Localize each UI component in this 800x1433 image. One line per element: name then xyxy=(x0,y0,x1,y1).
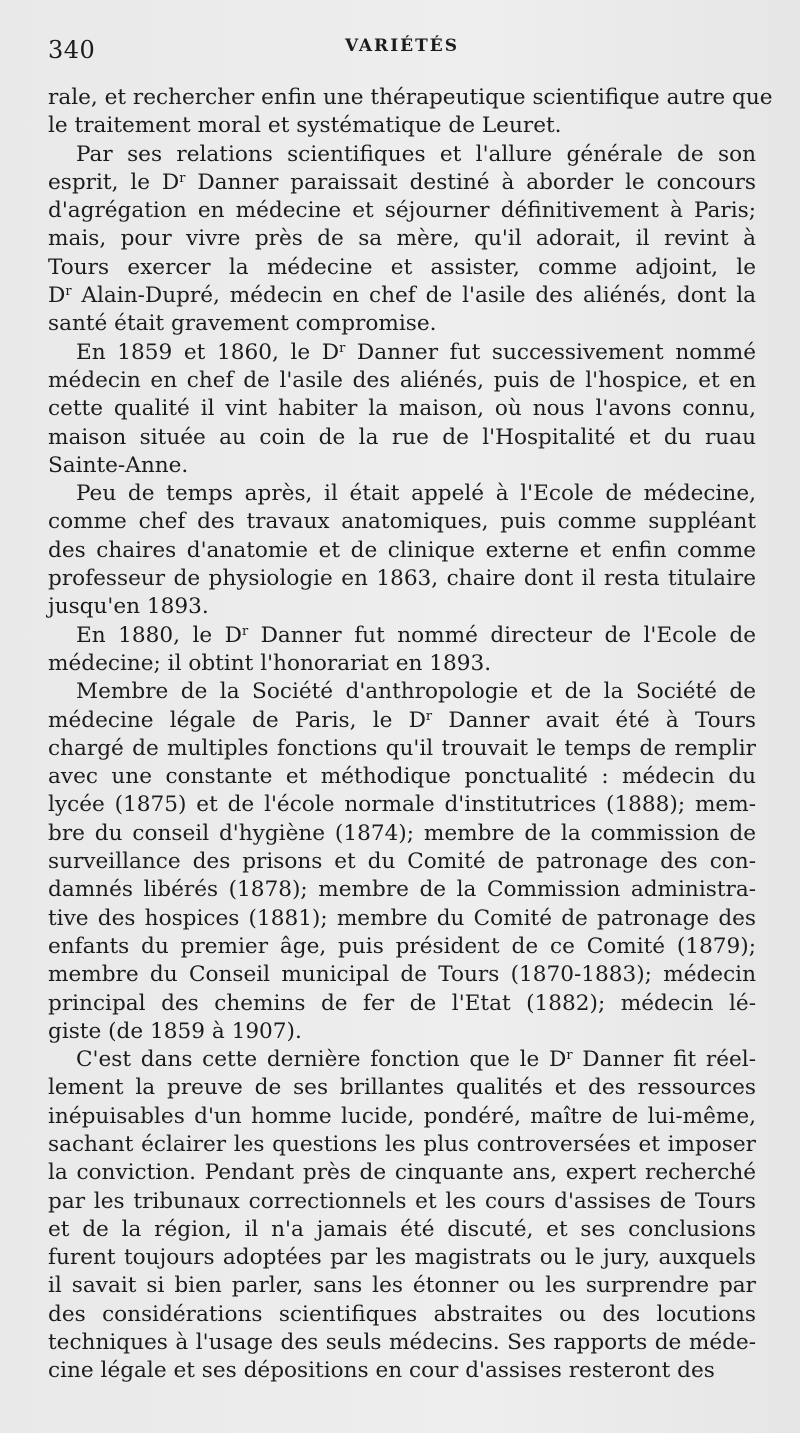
text-line: lement la preuve de ses brillantes qualités et des ressources xyxy=(48,1075,756,1101)
text-line: la conviction. Pendant près de cinquante ans, expert recherché xyxy=(48,1160,756,1186)
text-line: membre du Conseil municipal de Tours (1870-1883); médecin xyxy=(48,962,756,988)
body-text xyxy=(48,84,773,1386)
text-line: cette qualité il vint habiter la maison, où nous l'avons connu, xyxy=(48,396,756,422)
text-line: Par ses relations scientifiques et l'allure générale de son xyxy=(76,141,756,167)
paragraph xyxy=(48,339,756,480)
text-line: furent toujours adoptées par les magistrats ou le jury, auxquels xyxy=(48,1245,756,1271)
text-line: des chaires d'anatomie et de clinique externe et enfin comme xyxy=(48,537,756,563)
text-line: surveillance des prisons et du Comité de patronage des con- xyxy=(48,849,756,875)
text-line: cine légale et ses dépositions en cour d'assises resteront des xyxy=(48,1358,715,1384)
text-line: mais, pour vivre près de sa mère, qu'il adorait, il revint à xyxy=(48,226,756,252)
text-line: giste (de 1859 à 1907). xyxy=(48,1018,302,1044)
text-line: d'agrégation en médecine et séjourner définitivement à Paris; xyxy=(48,198,756,224)
paragraph xyxy=(48,622,756,679)
paragraph xyxy=(48,678,756,1046)
text-line: esprit, le $D^r$ Danner paraissait destiné à aborder le concours xyxy=(48,169,756,195)
text-line: principal des chemins de fer de l'Etat (1882); médecin lé- xyxy=(48,990,756,1016)
text-line: Sainte-Anne. xyxy=(48,452,189,478)
text-line: maison située au coin de la rue de l'Hospitalité et du ruau xyxy=(48,424,756,450)
page-number: 340 xyxy=(48,36,96,64)
text-line: C'est dans cette dernière fonction que le $D^r$ Danner fit réel- xyxy=(76,1047,756,1073)
paragraph xyxy=(48,141,756,339)
text-line: En 1880, le $D^r$ Danner fut nommé directeur de l'Ecole de xyxy=(76,622,756,648)
text-line: des considérations scientifiques abstraites ou des locutions xyxy=(48,1301,756,1327)
text-line: rale, et rechercher enfin une thérapeutique scientifique autre que xyxy=(48,85,773,110)
text-line: professeur de physiologie en 1863, chaire dont il resta titulaire xyxy=(48,566,756,592)
text-line: chargé de multiples fonctions qu'il trouvait le temps de remplir xyxy=(48,735,756,761)
text-line: inépuisables d'un homme lucide, pondéré, maître de lui-même, xyxy=(48,1103,756,1129)
text-line: comme chef des travaux anatomiques, puis comme suppléant xyxy=(48,509,756,535)
text-line: enfants du premier âge, puis président de ce Comité (1879); xyxy=(48,933,756,959)
page-header xyxy=(48,36,756,84)
text-line: il savait si bien parler, sans les étonner ou les surprendre par xyxy=(48,1273,756,1299)
text-line: jusqu'en 1893. xyxy=(48,594,209,620)
text-line: sachant éclairer les questions les plus controversées et imposer xyxy=(48,1131,756,1157)
text-line: médecine; il obtint l'honorariat en 1893. xyxy=(48,650,492,676)
text-line: médecine légale de Paris, le $D^r$ Danner avait été à Tours xyxy=(48,707,756,733)
text-line: $D^r$ Alain-Dupré, médecin en chef de l'asile des aliénés, dont la xyxy=(48,283,756,309)
text-line: médecin en chef de l'asile des aliénés, puis de l'hospice, et en xyxy=(48,367,756,393)
text-line: lycée (1875) et de l'école normale d'institutrices (1888); mem- xyxy=(48,792,756,818)
text-line: Tours exercer la médecine et assister, comme adjoint, le xyxy=(48,254,756,280)
paragraph xyxy=(48,84,773,141)
running-title: VARIÉTÉS xyxy=(345,36,459,56)
text-line: santé était gravement compromise. xyxy=(48,311,437,337)
paragraph xyxy=(48,480,756,621)
text-line: Peu de temps après, il était appelé à l'Ecole de médecine, xyxy=(76,481,756,507)
text-line: Membre de la Société d'anthropologie et de la Société de xyxy=(76,679,756,705)
text-line: damnés libérés (1878); membre de la Commission administra- xyxy=(48,877,756,903)
text-line: avec une constante et méthodique ponctualité : médecin du xyxy=(48,764,756,790)
text-line: techniques à l'usage des seuls médecins. Ses rapports de méde- xyxy=(48,1330,756,1356)
text-line: et de la région, il n'a jamais été discuté, et ses conclusions xyxy=(48,1216,756,1242)
text-line: bre du conseil d'hygiène (1874); membre de la commission de xyxy=(48,820,756,846)
text-line: le traitement moral et systématique de Leuret. xyxy=(48,113,562,139)
text-line: tive des hospices (1881); membre du Comité de patronage des xyxy=(48,905,756,931)
paragraph xyxy=(48,1046,756,1386)
text-line: En 1859 et 1860, le $D^r$ Danner fut successivement nommé xyxy=(76,339,756,365)
text-line: par les tribunaux correctionnels et les cours d'assises de Tours xyxy=(48,1188,756,1214)
